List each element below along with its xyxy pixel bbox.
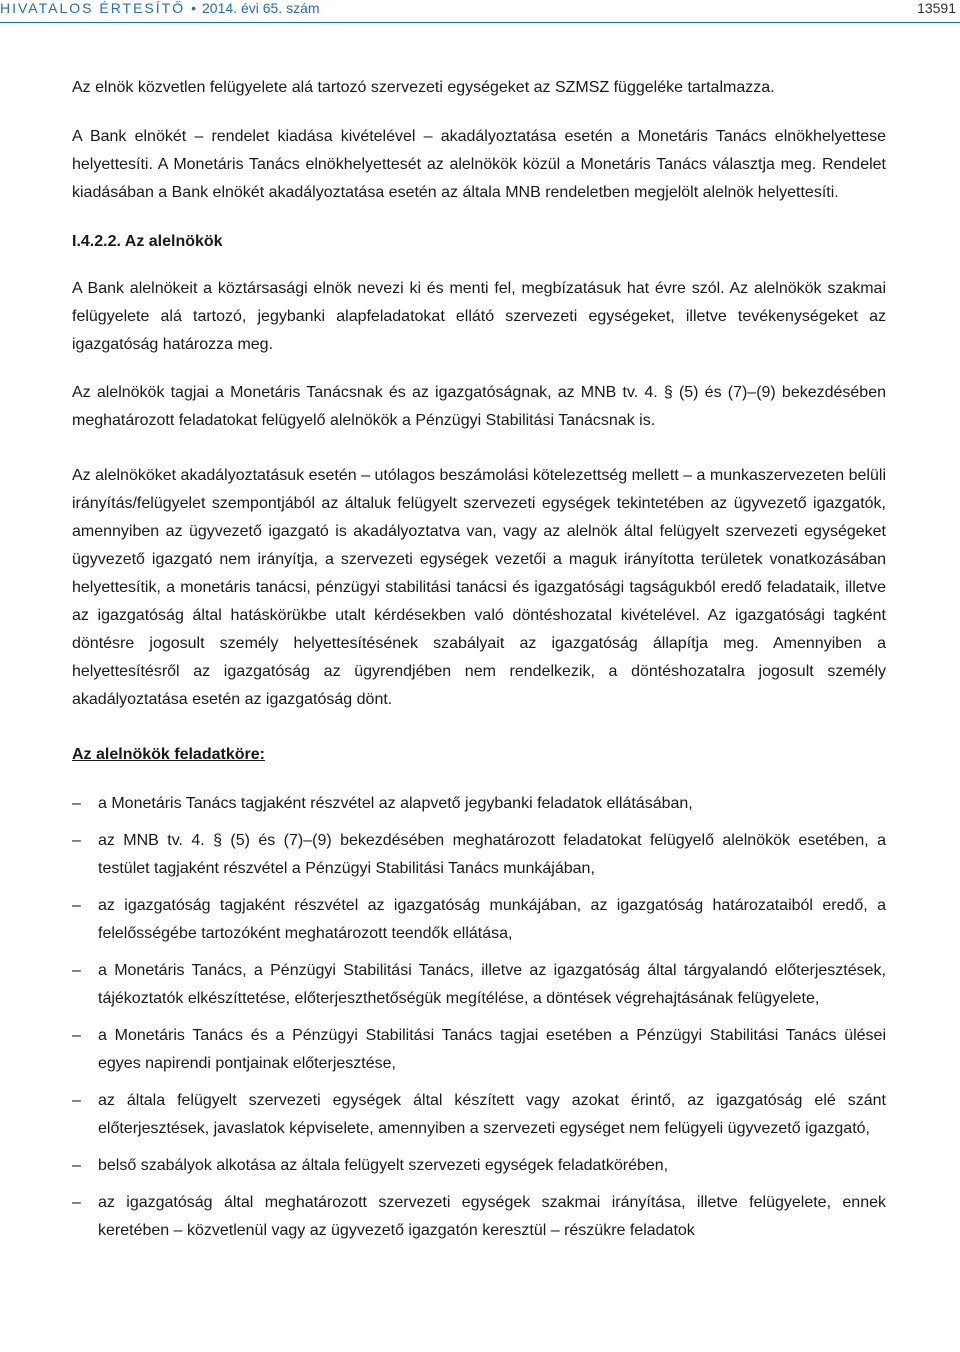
dash-bullet: – (72, 1092, 81, 1109)
journal-name: HIVATALOS ÉRTESÍTŐ (0, 0, 186, 16)
paragraph-vice-presidents-appointment: A Bank alelnökeit a köztársasági elnök nevezi ki és menti fel, megbízatásuk hat évre szól. Az alelnökök szakmai felügyelete alá tartozó, jegybanki alapfeladatokat ellátó szervezeti egységeket, illetve tevékenységeket az igazgatóság határozza meg. (72, 280, 886, 353)
list-item (72, 957, 886, 1013)
tasks-list (72, 790, 886, 1245)
list-item-text: az igazgatóság által meghatározott szervezeti egységek szakmai irányítása, illetve felügyelete, ennek keretében – közvetlenül vagy az ügyvezető igazgatón keresztül – részükre feladatok (98, 1194, 886, 1239)
list-item (72, 1189, 886, 1245)
page-header (0, 0, 960, 22)
page-number: 13591 (917, 0, 956, 16)
list-item (72, 1087, 886, 1143)
list-item (72, 790, 886, 818)
paragraph-vice-presidents-substitution: Az alelnököket akadályoztatásuk esetén – utólagos beszámolási kötelezettség mellett – a munkaszervezeten belüli irányítás/felügyelet szempontjából az általuk felügyelt szervezeti egységek tekintetében az ügyvezető igazgatók, amennyiben az ügyvezető igazgató is akadályoztatva van, vagy az alelnök által felügyelt szervezeti egységeket ügyvezető igazgató nem irányítja, a szervezeti egységek vezetői a maguk irányította területek vonatkozásában helyettesítik, a monetáris tanácsi, pénzügyi stabilitási tanácsi és igazgatósági tagságukból eredő feladataik, illetve az igazgatóság által hatáskörükbe utalt kérdésekben való döntéshozatal kivételével. Az igazgatósági tagként döntésre jogosult személy helyettesítésének szabályait az igazgatóság állapítja meg. Amennyiben a helyettesítésről az igazgatóság az ügyrendjében nem rendelkezik, a döntéshozatalra jogosult személy akadályoztatása esetén az igazgatóság dönt. (72, 467, 886, 708)
dash-bullet: – (72, 962, 81, 979)
dash-bullet: – (72, 832, 81, 849)
document-body (72, 74, 886, 1254)
list-item (72, 892, 886, 948)
dash-bullet: – (72, 1157, 81, 1174)
section-heading: I.4.2.2. Az alelnökök (72, 233, 223, 250)
list-item-text: az általa felügyelt szervezeti egységek által készített vagy azokat érintő, az igazgatóság elé szánt előterjesztések, javaslatok képviselete, amennyiben a szervezeti egységet nem felügyeli ügyvezető igazgató, (98, 1092, 886, 1137)
journal-running-title (0, 0, 320, 16)
list-item (72, 1022, 886, 1078)
list-item-text: belső szabályok alkotása az általa felügyelt szervezeti egységek feladatkörében, (98, 1157, 669, 1174)
paragraph-president-deputy: A Bank elnökét – rendelet kiadása kivételével – akadályoztatása esetén a Monetáris Tanács elnökhelyettese helyettesíti. A Monetáris Tanács elnökhelyettesét az alelnökök közül a Monetáris Tanács választja meg. Rendelet kiadásában a Bank elnökét akadályoztatása esetén az általa MNB rendeletben megjelölt alelnök helyettesíti. (72, 128, 886, 201)
issue-year: 2014. évi 65. szám (202, 0, 320, 16)
dash-bullet: – (72, 897, 81, 914)
tasks-heading: Az alelnökök feladatköre: (72, 746, 265, 763)
list-item (72, 827, 886, 883)
list-item-text: az MNB tv. 4. § (5) és (7)–(9) bekezdésében meghatározott feladatokat felügyelő alelnökök esetében, a testület tagjaként részvétel a Pénzügyi Stabilitási Tanács munkájában, (98, 832, 886, 877)
dash-bullet: – (72, 1194, 81, 1211)
bullet-separator: • (191, 0, 197, 16)
list-item-text: az igazgatóság tagjaként részvétel az igazgatóság munkájában, az igazgatóság határozataiból eredő, a felelősségébe tartozóként meghatározott teendők ellátása, (98, 897, 886, 942)
paragraph-president-supervision: Az elnök közvetlen felügyelete alá tartozó szervezeti egységeket az SZMSZ függeléke tartalmazza. (72, 79, 775, 96)
list-item (72, 1152, 886, 1180)
list-item-text: a Monetáris Tanács és a Pénzügyi Stabilitási Tanács tagjai esetében a Pénzügyi Stabilitási Tanács ülései egyes napirendi pontjainak előterjesztése, (98, 1027, 886, 1072)
dash-bullet: – (72, 1027, 81, 1044)
dash-bullet: – (72, 795, 81, 812)
list-item-text: a Monetáris Tanács tagjaként részvétel az alapvető jegybanki feladatok ellátásában, (98, 795, 693, 812)
header-divider (0, 22, 960, 23)
paragraph-vice-presidents-membership: Az alelnökök tagjai a Monetáris Tanácsnak és az igazgatóságnak, az MNB tv. 4. § (5) és (7)–(9) bekezdésében meghatározott feladatokat felügyelő alelnökök a Pénzügyi Stabilitási Tanácsnak is. (72, 384, 886, 429)
list-item-text: a Monetáris Tanács, a Pénzügyi Stabilitási Tanács, illetve az igazgatóság által tárgyalandó előterjesztések, tájékoztatók elkészíttetése, előterjeszthetőségük megítélése, a döntések végrehajtásának felügyelete, (98, 962, 886, 1007)
